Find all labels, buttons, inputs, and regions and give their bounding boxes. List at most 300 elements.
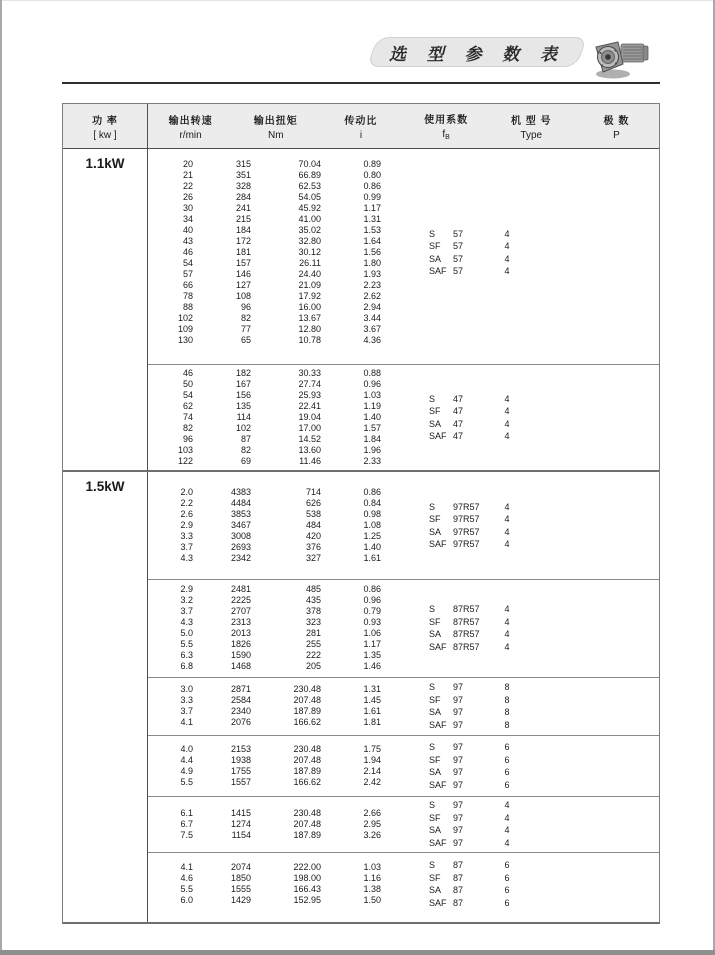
data-block [148, 364, 659, 470]
output-speed-cell: 5.0 [180, 628, 193, 638]
table-row [148, 335, 381, 346]
ratio-cell: 22.41 [298, 401, 321, 411]
service-factor-cell: 2.42 [363, 777, 381, 787]
poles-value: 4 [504, 641, 510, 652]
output-speed-cell: 62 [182, 401, 193, 411]
table-row [148, 873, 381, 884]
type-row [429, 513, 527, 526]
column-header-type [489, 104, 574, 148]
type-rows [429, 501, 527, 551]
type-size: 97R57 [453, 526, 480, 537]
output-torque-cell: 2342 [230, 553, 251, 563]
output-torque-cell: 2871 [230, 684, 251, 694]
table-row [148, 628, 381, 639]
ratio-cell: 230.48 [293, 744, 321, 754]
output-speed-cell: 3.3 [180, 695, 193, 705]
table-row [148, 531, 381, 542]
type-size: 87 [453, 897, 464, 908]
poles-value: 4 [504, 629, 510, 639]
output-torque-cell: 328 [235, 181, 251, 191]
poles-value: 4 [504, 837, 510, 848]
type-label [429, 824, 487, 837]
table-row [148, 884, 381, 895]
service-factor-cell: 3.67 [363, 324, 381, 334]
poles-value: 4 [504, 266, 510, 276]
service-factor-cell: 0.89 [363, 159, 381, 169]
output-torque-cell: 2313 [230, 617, 251, 627]
output-torque-cell: 2481 [230, 584, 251, 594]
power-section [63, 149, 659, 470]
table-row [148, 639, 381, 650]
poles-header-unit: P [613, 129, 620, 141]
ratio-cell: 11.46 [299, 456, 321, 466]
type-size: 97 [453, 682, 464, 692]
table-row [148, 520, 381, 531]
column-header-service-factor [404, 104, 489, 148]
type-row [429, 628, 527, 641]
type-label [429, 706, 487, 719]
type-row [429, 754, 527, 767]
service-factor-cell: 1.56 [363, 247, 381, 257]
output-speed-cell: 50 [182, 379, 193, 389]
type-size: 97R57 [453, 514, 480, 524]
service-factor-cell: 2.62 [363, 291, 381, 301]
poles-value: 4 [504, 241, 510, 251]
ratio-cell: 62.53 [298, 181, 321, 191]
ratio-cell: 378 [305, 606, 321, 616]
page-title: 选 型 参 数 表 [389, 45, 565, 64]
service-factor-cell: 1.80 [363, 258, 381, 268]
type-label [429, 628, 487, 641]
service-factor-cell: 3.26 [363, 829, 381, 840]
output-torque-cell: 3008 [230, 531, 251, 541]
type-label [429, 837, 487, 850]
type-label [429, 513, 487, 526]
data-block [148, 796, 659, 852]
poles-value: 4 [504, 812, 510, 823]
output-speed-cell: 54 [182, 390, 193, 400]
poles-value: 8 [504, 694, 510, 705]
table-row [148, 606, 381, 617]
type-series: SF [429, 514, 441, 524]
ratio-cell: 66.89 [298, 170, 321, 180]
service-factor-cell: 0.99 [363, 192, 381, 202]
ratio-cell: 24.40 [298, 269, 321, 279]
table-row [148, 862, 381, 873]
type-row [429, 430, 527, 443]
service-factor-cell: 1.35 [363, 650, 381, 660]
table-body [63, 149, 659, 922]
ratio-cell: 420 [305, 531, 321, 541]
type-label [429, 501, 487, 514]
ratio-cell: 485 [305, 584, 321, 594]
poles-value: 6 [504, 742, 510, 752]
ratio-cell: 13.60 [298, 445, 321, 455]
table-row [148, 192, 381, 203]
output-torque-cell: 114 [236, 412, 251, 422]
type-size: 97 [453, 694, 464, 705]
type-row [429, 824, 527, 837]
type-series: SA [429, 885, 442, 895]
service-factor-cell: 1.16 [363, 873, 381, 883]
type-label [429, 603, 487, 616]
table-header-right [148, 104, 659, 148]
output-speed-cell: 3.2 [180, 595, 193, 605]
output-torque-cell: 82 [240, 445, 251, 455]
type-label [429, 741, 487, 754]
output-speed-cell: 3.7 [180, 706, 193, 716]
ratio-cell: 12.80 [298, 324, 321, 334]
ratio-cell: 714 [305, 487, 321, 497]
type-row [429, 837, 527, 850]
service-factor-cell: 1.38 [363, 884, 381, 894]
type-label [429, 405, 487, 418]
service-factor-cell: 0.98 [363, 509, 381, 519]
table-row [148, 766, 381, 777]
service-factor-cell: 1.40 [363, 542, 381, 552]
ratio-cell: 626 [305, 498, 321, 508]
service-factor-cell: 1.64 [363, 236, 381, 246]
type-series: SA [429, 418, 442, 429]
poles-value: 4 [504, 418, 510, 429]
output-torque-cell: 4484 [230, 498, 251, 508]
type-row [429, 265, 527, 278]
output-speed-cell: 30 [182, 203, 193, 213]
ratio-cell: 166.43 [293, 884, 321, 894]
table-row [148, 291, 381, 302]
table-row [148, 258, 381, 269]
table-header-row [63, 104, 659, 149]
ratio-cell: 54.05 [298, 192, 321, 202]
output-torque-cell: 315 [235, 159, 251, 169]
output-torque-cell: 146 [235, 269, 251, 279]
type-size: 47 [453, 393, 464, 404]
table-row [148, 324, 381, 335]
poles-value: 6 [504, 872, 510, 883]
type-size: 97 [453, 754, 464, 765]
type-label [429, 779, 487, 792]
output-torque-cell: 1755 [230, 766, 251, 776]
service-factor-cell: 1.94 [363, 755, 381, 765]
output-torque-cell: 167 [235, 379, 251, 389]
poles-value: 4 [504, 393, 510, 404]
output-torque-cell: 184 [235, 225, 251, 235]
output-torque-cell: 2584 [230, 695, 251, 705]
table-row [148, 509, 381, 520]
poles-value: 6 [504, 754, 510, 765]
type-size: 97 [453, 707, 464, 717]
service-factor-cell: 0.86 [363, 487, 381, 497]
poles-value: 4 [504, 825, 510, 835]
table-row [148, 368, 381, 379]
section-blocks [148, 149, 659, 470]
numeric-rows [148, 744, 381, 788]
ratio-cell: 30.33 [298, 368, 321, 378]
type-size: 87 [453, 860, 464, 870]
service-factor-cell: 1.50 [363, 895, 381, 905]
ratio-cell: 187.89 [293, 706, 321, 716]
type-series: S [429, 228, 436, 239]
table-row [148, 808, 381, 819]
data-block [148, 149, 659, 364]
output-speed-cell: 66 [182, 280, 193, 290]
service-factor-cell: 0.86 [363, 584, 381, 594]
type-row [429, 859, 527, 872]
page-edge-left [0, 0, 2, 955]
output-speed-cell: 3.7 [180, 542, 193, 552]
ratio-cell: 25.93 [298, 390, 321, 400]
ratio-cell: 10.78 [298, 335, 321, 345]
poles-value: 6 [504, 885, 510, 895]
type-header-zh: 机 型 号 [510, 115, 552, 127]
poles-value: 4 [504, 616, 510, 627]
service-factor-cell: 1.96 [363, 445, 381, 455]
type-row [429, 706, 527, 719]
type-series: SF [429, 616, 441, 627]
table-row [148, 650, 381, 661]
type-rows [429, 741, 527, 791]
output-speed-cell: 5.5 [180, 884, 193, 894]
output-speed-cell: 26 [182, 192, 193, 202]
type-size: 87R57 [453, 629, 480, 639]
service-factor-cell: 1.25 [363, 531, 381, 541]
output-speed-cell: 4.0 [180, 744, 193, 754]
type-rows [429, 799, 527, 849]
type-size: 57 [453, 228, 464, 239]
ratio-cell: 45.92 [298, 203, 321, 213]
output-speed-cell: 43 [182, 236, 193, 246]
output-speed-cell: 6.3 [180, 650, 193, 660]
service-factor-cell: 1.40 [363, 412, 381, 422]
table-row [148, 706, 381, 717]
output-torque-cell: 77 [240, 324, 251, 334]
service-factor-cell: 0.93 [363, 617, 381, 627]
factor-header-zh: 使用系数 [424, 115, 469, 126]
table-row [148, 214, 381, 225]
output-speed-cell: 46 [182, 368, 193, 378]
poles-value: 4 [504, 253, 510, 264]
type-row [429, 766, 527, 779]
type-label [429, 859, 487, 872]
output-torque-cell: 102 [235, 423, 251, 433]
ratio-cell: 484 [305, 520, 321, 530]
type-row [429, 538, 527, 551]
table-row [148, 313, 381, 324]
service-factor-cell: 3.44 [363, 313, 381, 323]
type-series: SA [429, 707, 442, 717]
output-torque-cell: 127 [235, 280, 251, 290]
type-row [429, 253, 527, 266]
type-row [429, 418, 527, 431]
poles-value: 8 [504, 719, 510, 730]
output-speed-cell: 2.0 [180, 487, 193, 497]
type-row [429, 681, 527, 694]
type-label [429, 616, 487, 629]
ratio-cell: 17.92 [298, 291, 321, 301]
service-factor-cell: 4.36 [363, 335, 381, 345]
ratio-cell: 205 [305, 661, 321, 671]
ratio-cell: 27.74 [298, 379, 321, 389]
data-block [148, 472, 659, 579]
output-torque-cell: 284 [235, 192, 251, 202]
output-torque-cell: 2074 [230, 862, 251, 872]
type-series: SA [429, 767, 442, 777]
output-speed-cell: 109 [177, 324, 193, 334]
output-speed-cell: 82 [182, 423, 193, 433]
ratio-cell: 21.09 [298, 280, 321, 290]
ratio-cell: 26.11 [299, 258, 321, 268]
table-row [148, 302, 381, 313]
service-factor-cell: 2.66 [363, 807, 381, 818]
ratio-cell: 538 [305, 509, 321, 519]
type-row [429, 872, 527, 885]
type-label [429, 240, 487, 253]
service-factor-cell: 1.17 [363, 639, 381, 649]
output-speed-cell: 6.7 [180, 818, 193, 829]
page-edge-bottom [0, 950, 715, 955]
table-row [148, 717, 381, 728]
service-factor-cell: 1.31 [363, 214, 381, 224]
table-row [148, 830, 381, 841]
type-size: 97 [453, 825, 464, 835]
page-edge-top [0, 0, 715, 1]
ratio-cell: 207.48 [293, 818, 321, 829]
column-header-poles [574, 104, 659, 148]
type-rows [429, 681, 527, 731]
type-series: SAF [429, 897, 447, 908]
type-row [429, 616, 527, 629]
numeric-rows [148, 862, 381, 906]
type-series: S [429, 501, 436, 512]
service-factor-cell: 1.57 [363, 423, 381, 433]
type-series: SAF [429, 641, 447, 652]
numeric-rows [148, 368, 381, 467]
type-series: SF [429, 872, 441, 883]
type-row [429, 240, 527, 253]
type-label [429, 681, 487, 694]
output-torque-cell: 172 [235, 236, 251, 246]
type-series: S [429, 393, 436, 404]
header-rule [62, 82, 660, 84]
type-label [429, 812, 487, 825]
type-size: 47 [453, 431, 464, 441]
type-rows [429, 603, 527, 653]
type-label [429, 526, 487, 539]
output-torque-cell: 2340 [230, 706, 251, 716]
type-series: SAF [429, 837, 447, 848]
service-factor-cell: 0.96 [363, 379, 381, 389]
output-torque-cell: 1274 [230, 818, 251, 829]
service-factor-cell: 0.79 [363, 606, 381, 616]
type-size: 97 [453, 742, 464, 752]
table-row [148, 379, 381, 390]
speed-header-unit: r/min [179, 129, 202, 141]
ratio-cell: 166.62 [293, 777, 321, 787]
table-row [148, 434, 381, 445]
type-size: 97 [453, 800, 464, 810]
table-row [148, 617, 381, 628]
type-series: SF [429, 241, 441, 251]
type-series: S [429, 682, 436, 692]
output-speed-cell: 4.3 [180, 617, 193, 627]
output-speed-cell: 40 [182, 225, 193, 235]
output-torque-cell: 241 [235, 203, 251, 213]
table-row [148, 487, 381, 498]
output-torque-cell: 4383 [230, 487, 251, 497]
output-speed-cell: 96 [182, 434, 193, 444]
poles-value: 4 [504, 228, 510, 239]
output-torque-cell: 1468 [230, 661, 251, 671]
type-label [429, 719, 487, 732]
service-factor-cell: 1.03 [363, 390, 381, 400]
service-factor-cell: 2.33 [363, 456, 381, 466]
type-row [429, 526, 527, 539]
service-factor-cell: 0.84 [363, 498, 381, 508]
ratio-cell: 323 [305, 617, 321, 627]
output-torque-cell: 2693 [230, 542, 251, 552]
service-factor-cell: 2.94 [363, 302, 381, 312]
table-row [148, 684, 381, 695]
poles-value: 4 [504, 514, 510, 524]
ratio-cell: 187.89 [293, 829, 321, 840]
output-speed-cell: 21 [182, 170, 193, 180]
service-factor-cell: 1.61 [363, 706, 381, 716]
table-row [148, 777, 381, 788]
service-factor-cell: 1.46 [363, 661, 381, 671]
service-factor-cell: 2.23 [363, 280, 381, 290]
output-speed-cell: 103 [177, 445, 193, 455]
service-factor-cell: 1.17 [363, 203, 381, 213]
column-header-ratio [318, 104, 403, 148]
output-torque-cell: 1557 [230, 777, 251, 787]
ratio-cell: 16.00 [298, 302, 321, 312]
type-size: 87 [453, 885, 464, 895]
type-size: 87R57 [453, 616, 480, 627]
poles-value: 6 [504, 897, 510, 908]
ratio-cell: 35.02 [298, 225, 321, 235]
type-label [429, 265, 487, 278]
column-header-power [63, 104, 148, 148]
type-series: S [429, 800, 436, 810]
service-factor-cell: 0.80 [363, 170, 381, 180]
type-series: SAF [429, 539, 447, 549]
service-factor-cell: 1.53 [363, 225, 381, 235]
output-speed-cell: 2.2 [180, 498, 193, 508]
type-series: SAF [429, 431, 447, 441]
output-torque-cell: 182 [235, 368, 251, 378]
type-series: SA [429, 825, 442, 835]
numeric-rows [148, 584, 381, 672]
type-row [429, 603, 527, 616]
data-block [148, 579, 659, 677]
poles-header-zh: 极 数 [603, 115, 630, 127]
output-speed-cell: 57 [182, 269, 193, 279]
output-speed-cell: 6.8 [180, 661, 193, 671]
type-label [429, 694, 487, 707]
type-row [429, 812, 527, 825]
output-speed-cell: 3.3 [180, 531, 193, 541]
table-row [148, 225, 381, 236]
type-row [429, 641, 527, 654]
output-torque-cell: 351 [235, 170, 251, 180]
type-label [429, 393, 487, 406]
table-row [148, 553, 381, 564]
output-speed-cell: 122 [177, 456, 193, 466]
type-label [429, 418, 487, 431]
output-torque-cell: 1429 [230, 895, 251, 905]
output-speed-cell: 4.1 [180, 717, 193, 727]
poles-value: 4 [504, 539, 510, 549]
